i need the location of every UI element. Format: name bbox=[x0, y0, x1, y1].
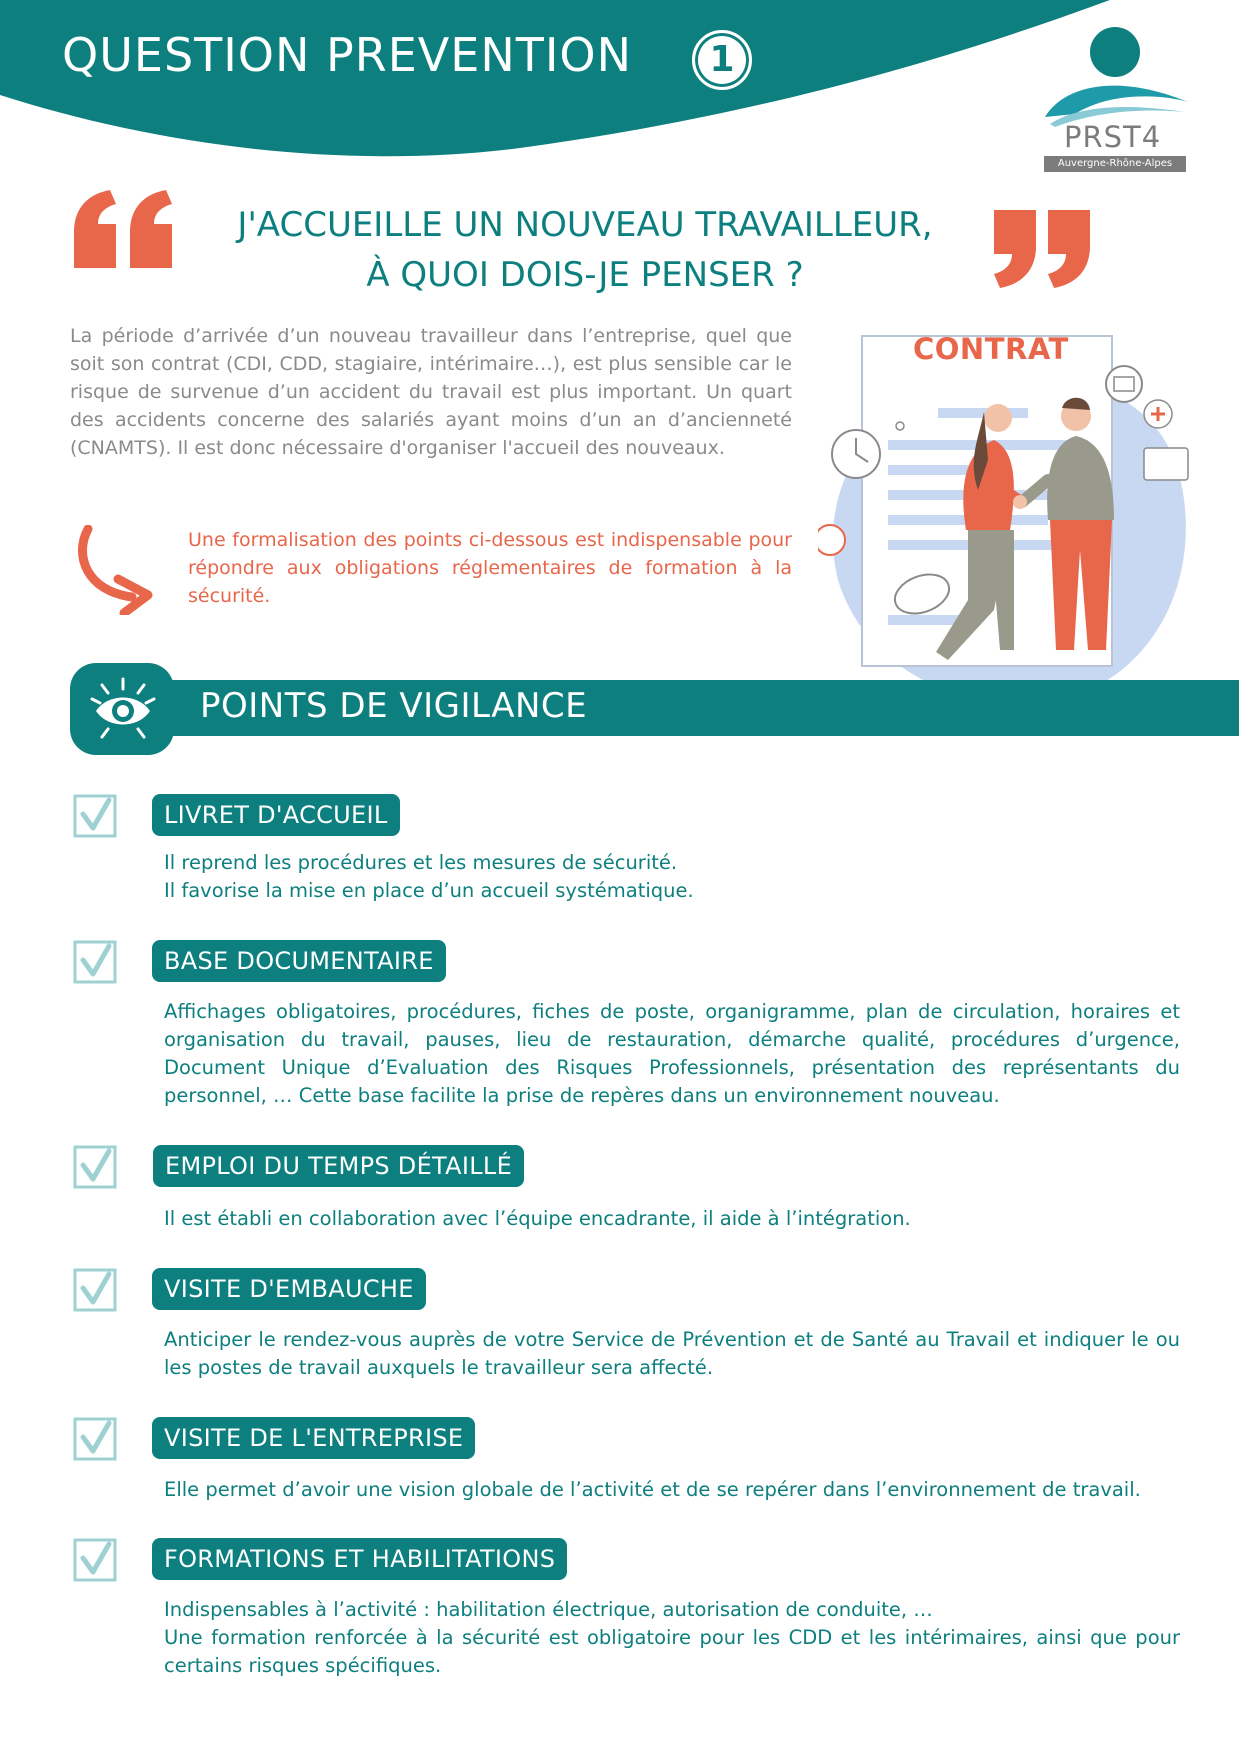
item-text bbox=[164, 1476, 1180, 1504]
checkbox-icon bbox=[73, 1268, 117, 1312]
section-title: POINTS DE VIGILANCE bbox=[200, 686, 588, 726]
prst4-logo-icon bbox=[1040, 24, 1190, 134]
item-text bbox=[164, 1326, 1180, 1382]
item-title: FORMATIONS ET HABILITATIONS bbox=[152, 1538, 567, 1580]
item-text-line: Elle permet d’avoir une vision globale de l’activité et de se repérer dans l’environnement de travail. bbox=[164, 1478, 1141, 1501]
headline bbox=[180, 200, 990, 300]
headline-line-1: J'ACCUEILLE UN NOUVEAU TRAVAILLEUR, bbox=[237, 205, 933, 245]
item-text-line: Anticiper le rendez-vous auprès de votre Service de Prévention et de Santé au Travail et indiquer le ou les postes de travail auxquels le travailleur sera affecté. bbox=[164, 1328, 1180, 1379]
item-text-line: Il est établi en collaboration avec l’équipe encadrante, il aide à l’intégration. bbox=[164, 1207, 911, 1230]
banner-number-badge: 1 bbox=[692, 30, 752, 90]
item-title: EMPLOI DU TEMPS DÉTAILLÉ bbox=[153, 1145, 524, 1187]
item-title: VISITE D'EMBAUCHE bbox=[152, 1268, 426, 1310]
item-text-line: Affichages obligatoires, procédures, fiches de poste, organigramme, plan de circulation, horaires et organisation du travail, pauses, lieu de restauration, démarche qualité, procédures d’urgence, Document Unique d’Evaluation des Risques Professionnels, présentation des représentants du personnel, … Cette base facilite la prise de repères dans un environnement nouveau. bbox=[164, 1000, 1180, 1107]
intro-paragraph: La période d’arrivée d’un nouveau travailleur dans l’entreprise, quel que soit son contrat (CDI, CDD, stagiaire, intérimaire…), est plus sensible car le risque de survenue d’un accident du travail est plus important. Un quart des accidents concerne des salariés ayant moins d’un an d’ancienneté (CNAMTS). Il est donc nécessaire d'organiser l'accueil des nouveaux. bbox=[70, 325, 792, 459]
banner-title: QUESTION PREVENTION bbox=[62, 28, 633, 82]
checkbox-icon bbox=[73, 794, 117, 838]
headline-line-2: À QUOI DOIS-JE PENSER ? bbox=[366, 255, 804, 295]
quote-open-icon bbox=[70, 190, 180, 270]
eye-icon bbox=[88, 675, 158, 741]
logo-region: Auvergne-Rhône-Alpes bbox=[1044, 156, 1186, 172]
prst4-logo bbox=[1040, 24, 1190, 174]
item-text bbox=[164, 1596, 1180, 1680]
item-text-line: Il reprend les procédures et les mesures de sécurité. bbox=[164, 851, 678, 874]
item-text bbox=[164, 998, 1180, 1110]
item-text bbox=[164, 849, 1180, 905]
contract-handshake-illustration bbox=[818, 330, 1198, 715]
curved-arrow-icon bbox=[74, 525, 164, 615]
item-text-line: Une formation renforcée à la sécurité est obligatoire pour les CDD et les intérimaires, ainsi que pour certains risques spécifiques. bbox=[164, 1626, 1180, 1677]
checkbox-icon bbox=[73, 940, 117, 984]
quote-close-icon bbox=[990, 210, 1095, 290]
item-title: VISITE DE L'ENTREPRISE bbox=[152, 1417, 475, 1459]
item-text-line: Il favorise la mise en place d’un accueil systématique. bbox=[164, 879, 694, 902]
checkbox-icon bbox=[73, 1145, 117, 1189]
checkbox-icon bbox=[73, 1417, 117, 1461]
item-title: BASE DOCUMENTAIRE bbox=[152, 940, 446, 982]
item-title: LIVRET D'ACCUEIL bbox=[152, 794, 400, 836]
logo-name: PRST4 bbox=[1064, 120, 1162, 154]
checkbox-icon bbox=[73, 1538, 117, 1582]
callout-text: Une formalisation des points ci-dessous est indispensable pour répondre aux obligations réglementaires de formation à la sécurité. bbox=[188, 529, 792, 607]
contract-title: CONTRAT bbox=[913, 332, 1069, 366]
item-text-line: Indispensables à l’activité : habilitation électrique, autorisation de conduite, … bbox=[164, 1598, 933, 1621]
item-text bbox=[164, 1205, 1180, 1233]
contract-illustration-icon bbox=[818, 330, 1198, 715]
